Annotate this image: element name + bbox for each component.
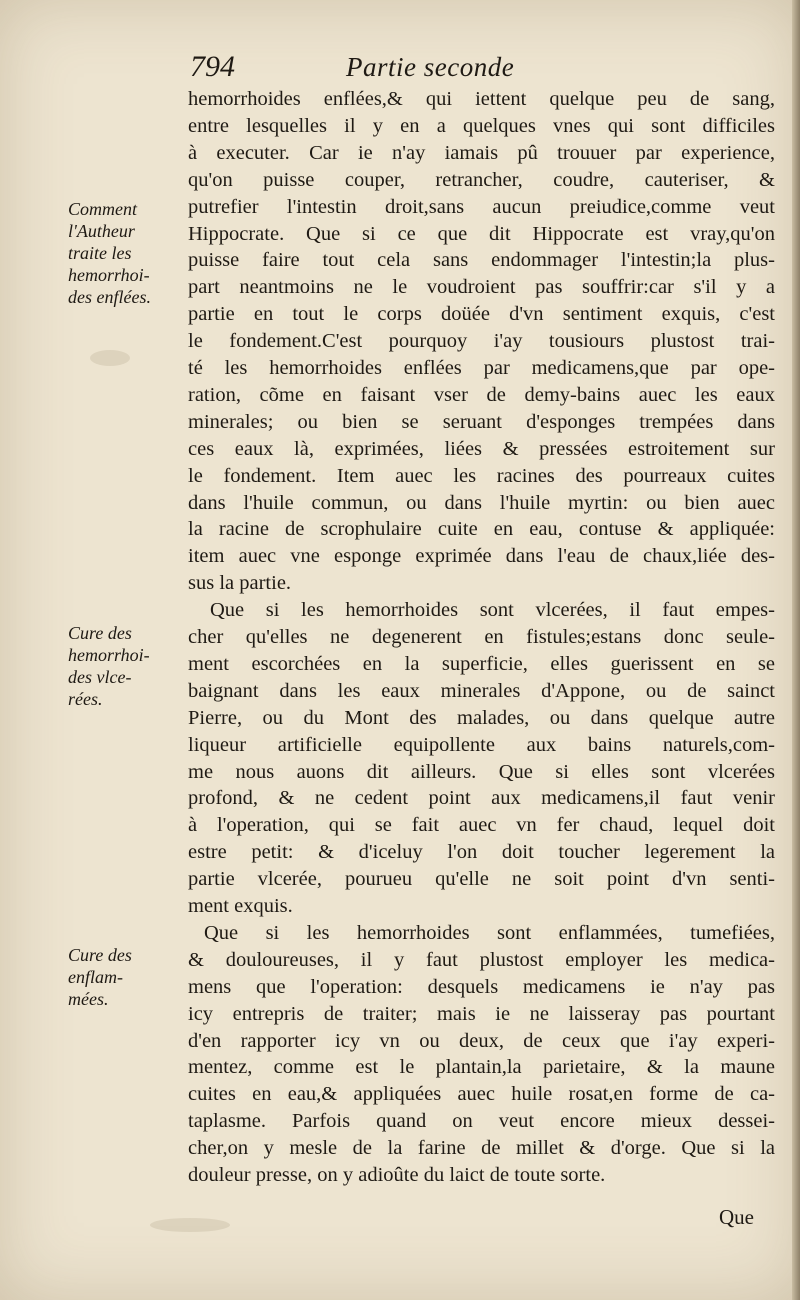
text-line: Que si les hemorrhoides sont vlcerées, il faut empes- — [210, 599, 775, 622]
ink-smudge — [90, 350, 130, 366]
text-line: putrefier l'intestin droit,sans aucun preiudice,comme veut — [188, 195, 775, 218]
page-number: 794 — [190, 50, 235, 83]
text-line: à l'operation, qui se fait auec vn fer chaud, lequel doit — [188, 814, 775, 837]
text-line: la racine de scrophulaire cuite en eau, contuse & appliquée: — [188, 518, 775, 541]
text-line: qu'on puisse couper, retrancher, coudre, cauteriser, & — [188, 168, 775, 191]
page-gutter-shadow — [792, 0, 800, 1300]
text-line: le fondement. Item auec les racines des pourreaux cuites — [188, 464, 775, 487]
text-line: ment exquis. — [188, 895, 293, 917]
text-line: & douloureuses, il y faut plustost employer les medica- — [188, 948, 775, 971]
margin-note-line: des vlce- — [68, 667, 132, 687]
text-line: cher,on y mesle de la farine de millet & d'orge. Que si la — [188, 1137, 775, 1160]
text-line: ces eaux là, exprimées, liées & pressées estroitement sur — [188, 437, 775, 460]
text-line: Hippocrate. Que si ce que dit Hippocrate est vray,qu'on — [188, 222, 775, 245]
margin-note-line: mées. — [68, 989, 109, 1009]
text-line: partie vlcerée, pourueu qu'elle ne soit point d'vn senti- — [188, 868, 775, 891]
margin-note-line: enflam- — [68, 967, 123, 987]
text-line: hemorrhoides enflées,& qui iettent quelque peu de sang, — [188, 88, 775, 110]
text-line: ment escorchées en la superficie, elles guerissent en se — [188, 652, 775, 675]
text-line: item auec vne esponge exprimée dans l'eau de chaux,liée des- — [188, 545, 775, 568]
margin-note-line: traite les — [68, 243, 132, 263]
text-line: le fondement.C'est pourquoy i'ay tousiours plustost trai- — [188, 330, 775, 353]
text-line: me nous auons dit ailleurs. Que si elles sont vlcerées — [188, 760, 775, 783]
text-line: à executer. Car ie n'ay iamais pû trouuer par experience, — [188, 141, 775, 164]
text-line: icy entrepris de traiter; mais ie ne laisseray pas pourtant — [188, 1002, 775, 1025]
text-line: sus la partie. — [188, 572, 292, 595]
margin-note-cure-ulcerees — [68, 622, 190, 710]
margin-note-line: des enflées. — [68, 287, 151, 307]
margin-note-line: Cure des — [68, 945, 132, 965]
margin-note-cure-enflammees — [68, 944, 190, 1010]
text-line: part neantmoins ne le voudroient pas souffrir:car s'il y a — [188, 276, 775, 299]
margin-note-line: hemorrhoi- — [68, 265, 150, 285]
margin-note-line: Comment — [68, 199, 137, 219]
text-line: mentez, comme est le plantain,la parietaire, & la maune — [188, 1056, 775, 1079]
text-line: minerales; ou bien se seruant d'esponges trempées dans — [188, 410, 775, 433]
text-line: taplasme. Parfois quand on veut encore mieux dessei- — [188, 1110, 775, 1133]
margin-note-line: Cure des — [68, 623, 132, 643]
text-line: cher qu'elles ne degenerent en fistules;estans donc seule- — [188, 626, 775, 648]
text-line: Que si les hemorrhoides sont enflammées, tumefiées, — [204, 921, 775, 944]
text-line: cuites en eau,& appliquées auec huile rosat,en forme de ca- — [188, 1083, 775, 1106]
text-line: douleur presse, on y adioûte du laict de toute sorte. — [188, 1164, 606, 1186]
catchword: Que — [719, 1205, 754, 1229]
text-line: baignant dans les eaux minerales d'Appone, ou de sainct — [188, 679, 775, 702]
margin-note-comment — [68, 198, 190, 308]
margin-note-line: l'Autheur — [68, 221, 135, 241]
text-line: estre petit: & d'iceluy l'on doit toucher legerement la — [188, 841, 775, 864]
text-line: liqueur artificielle equipollente aux bains naturels,com- — [188, 733, 775, 756]
ink-smudge — [150, 1218, 230, 1232]
margin-note-line: hemorrhoi- — [68, 645, 150, 665]
running-head: Partie seconde — [346, 52, 515, 82]
text-line: Pierre, ou du Mont des malades, ou dans quelque autre — [188, 706, 775, 729]
text-line: puisse faire tout cela sans endommager l'intestin;la plus- — [188, 249, 775, 272]
text-line: mens que l'operation: desquels medicamens ie n'ay pas — [188, 975, 775, 998]
margin-note-line: rées. — [68, 689, 103, 709]
page-header — [190, 50, 770, 84]
text-line: partie en tout le corps doüée d'vn sentiment exquis, c'est — [188, 303, 775, 326]
text-line: profond, & ne cedent point aux medicamens,il faut venir — [188, 787, 775, 810]
text-line: d'en rapporter icy vn ou deux, de ceux que i'ay experi- — [188, 1029, 775, 1052]
text-line: entre lesquelles il y en a quelques vnes qui sont difficiles — [188, 114, 775, 137]
text-line: ration, cõme en faisant vser de demy-bains auec les eaux — [188, 383, 775, 406]
text-line: dans l'huile commun, ou dans l'huile myrtin: ou bien auec — [188, 491, 775, 514]
text-line: té les hemorrhoides enflées par medicamens,que par ope- — [188, 357, 775, 379]
